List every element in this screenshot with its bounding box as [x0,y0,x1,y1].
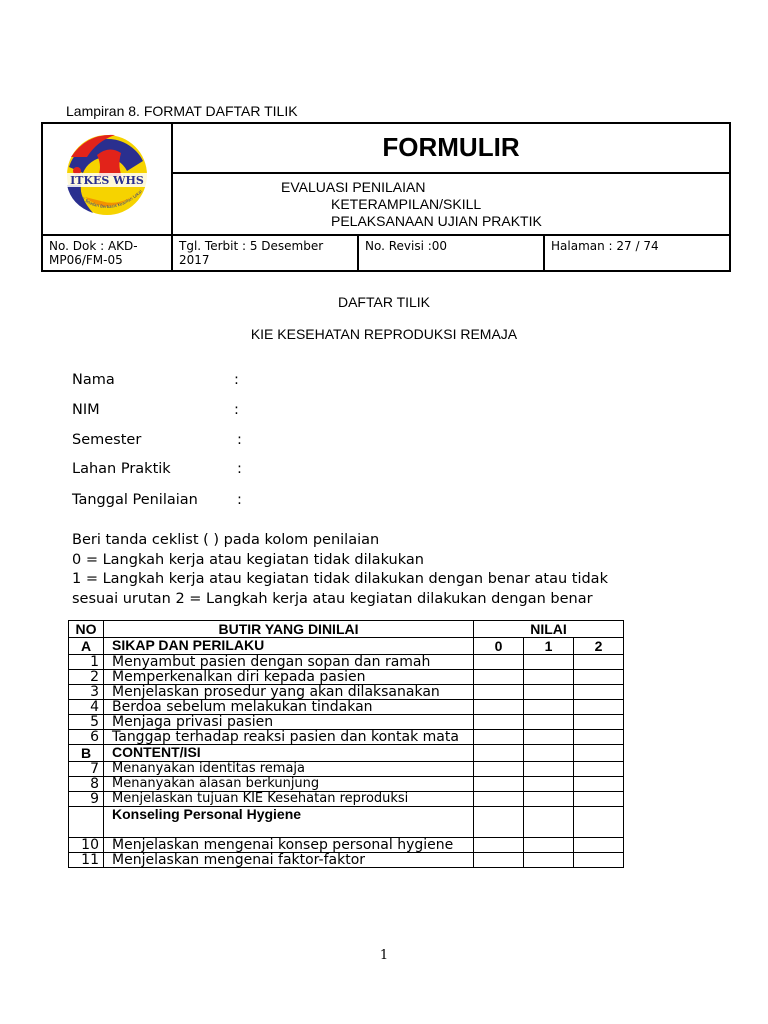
page-info: Halaman : 27 / 74 [544,235,730,271]
score-cell[interactable] [474,762,524,777]
score-cell[interactable] [524,730,574,745]
table-row [69,670,624,685]
instruction-line-3: 1 = Langkah kerja atau kegiatan tidak dilakukan dengan benar atau tidak [72,571,608,588]
issue-date: Tgl. Terbit : 5 Desember 2017 [172,235,358,271]
score-cell[interactable] [474,715,524,730]
field-nim-label: NIM [72,402,100,418]
score-cell[interactable] [524,762,574,777]
section-b-title: CONTENT/ISI [104,745,474,762]
score-1-header: 1 [524,638,574,655]
instruction-line-1: Beri tanda ceklist ( ) pada kolom penilaian [72,532,380,548]
subsection-title: Konseling Personal Hygiene [104,807,474,838]
row-number: 6 [69,730,104,745]
table-row [69,792,624,807]
score-cell[interactable] [574,807,624,838]
score-cell[interactable] [474,792,524,807]
score-cell[interactable] [524,777,574,792]
score-2-header: 2 [574,638,624,655]
score-cell[interactable] [474,685,524,700]
subsection-row [69,807,624,838]
itkes-logo-icon [57,127,157,227]
score-cell[interactable] [574,762,624,777]
row-item-text: Tanggap terhadap reaksi pasien dan kontak mata [104,730,474,745]
table-row [69,853,624,868]
col-score-header: NILAI [474,621,624,638]
score-cell[interactable] [524,670,574,685]
table-row [69,700,624,715]
score-cell[interactable] [574,655,624,670]
section-b-no: B [69,745,104,762]
subtitle-line-1: EVALUASI PENILAIAN [281,179,426,195]
score-cell[interactable] [524,838,574,853]
score-cell[interactable] [524,715,574,730]
revision-number: No. Revisi :00 [358,235,544,271]
subtitle-line-2: KETERAMPILAN/SKILL [331,196,482,212]
field-nim-colon: : [234,402,239,418]
field-semester-label: Semester [72,432,142,448]
field-lahan-colon: : [237,461,242,477]
score-cell[interactable] [524,792,574,807]
score-cell[interactable] [524,807,574,838]
row-item-text: Menjelaskan mengenai konsep personal hygiene [104,838,474,853]
page-number: 1 [379,948,389,963]
score-cell[interactable] [474,838,524,853]
score-cell[interactable] [574,853,624,868]
logo [43,124,171,230]
row-number: 4 [69,700,104,715]
row-number: 1 [69,655,104,670]
row-item-text: Memperkenalkan diri kepada pasien [104,670,474,685]
assessment-table [68,620,624,868]
attachment-title: Lampiran 8. FORMAT DAFTAR TILIK [66,103,298,119]
row-item-text: Menjaga privasi pasien [104,715,474,730]
row-number: 9 [69,792,104,807]
logo-cell [42,123,172,235]
field-semester [72,432,242,448]
doc-number: No. Dok : AKD-MP06/FM-05 [42,235,172,271]
score-cell[interactable] [574,792,624,807]
section-a-no: A [69,638,104,655]
form-subtitle [172,173,730,235]
score-cell[interactable] [524,745,574,762]
row-item-text: Menjelaskan mengenai faktor-faktor [104,853,474,868]
score-cell[interactable] [574,777,624,792]
col-item-header: BUTIR YANG DINILAI [104,621,474,638]
table-row [69,777,624,792]
section-b-row [69,745,624,762]
score-cell[interactable] [524,655,574,670]
row-item-text: Menyambut pasien dengan sopan dan ramah [104,655,474,670]
score-cell[interactable] [474,745,524,762]
row-number: 11 [69,853,104,868]
field-lahan [72,461,242,477]
row-number: 3 [69,685,104,700]
score-cell[interactable] [574,730,624,745]
section-a-row [69,638,624,655]
table-row [69,655,624,670]
field-tanggal-colon: : [237,492,242,508]
score-cell[interactable] [474,853,524,868]
score-cell[interactable] [474,807,524,838]
field-semester-colon: : [237,432,242,448]
score-cell[interactable] [524,685,574,700]
score-cell[interactable] [574,685,624,700]
field-nama [72,372,239,388]
section-a-title: SIKAP DAN PERILAKU [104,638,474,655]
score-cell[interactable] [474,777,524,792]
field-tanggal [72,492,242,508]
score-cell[interactable] [574,715,624,730]
row-number: 7 [69,762,104,777]
form-header [41,122,731,272]
subsection-no [69,807,104,838]
instruction-line-4: sesuai urutan 2 = Langkah kerja atau kegiatan dilakukan dengan benar [72,590,593,607]
table-header-row [69,621,624,638]
score-cell[interactable] [574,670,624,685]
table-row [69,730,624,745]
row-item-text: Menanyakan alasan berkunjung [104,777,474,792]
field-tanggal-label: Tanggal Penilaian [72,492,198,508]
instructions [72,531,608,609]
score-cell[interactable] [574,700,624,715]
score-0-header: 0 [474,638,524,655]
instruction-line-2: 0 = Langkah kerja atau kegiatan tidak dilakukan [72,551,424,568]
score-cell[interactable] [524,853,574,868]
row-number: 2 [69,670,104,685]
row-item-text: Menanyakan identitas remaja [104,762,474,777]
score-cell[interactable] [524,700,574,715]
form-title: FORMULIR [172,123,730,173]
checklist-subheading: KIE KESEHATAN REPRODUKSI REMAJA [250,326,518,342]
table-row [69,838,624,853]
row-item-text: Menjelaskan prosedur yang akan dilaksanakan [104,685,474,700]
score-cell[interactable] [474,700,524,715]
subtitle-line-3: PELAKSANAAN UJIAN PRAKTIK [331,213,542,229]
score-cell[interactable] [474,655,524,670]
checklist-heading: DAFTAR TILIK [337,294,431,310]
logo-tagline: Menjadi Teladan Berbasis Kearifan Lokal [70,188,143,210]
col-no-header: NO [69,621,104,638]
field-nim [72,402,239,418]
field-nama-label: Nama [72,372,115,388]
score-cell[interactable] [474,730,524,745]
table-row [69,762,624,777]
table-row [69,685,624,700]
score-cell[interactable] [574,838,624,853]
table-row [69,715,624,730]
score-cell[interactable] [474,670,524,685]
row-number: 5 [69,715,104,730]
field-nama-colon: : [234,372,239,388]
row-item-text: Berdoa sebelum melakukan tindakan [104,700,474,715]
score-cell[interactable] [574,745,624,762]
row-item-text: Menjelaskan tujuan KIE Kesehatan reproduksi [104,792,474,807]
row-number: 10 [69,838,104,853]
field-lahan-label: Lahan Praktik [72,461,171,477]
logo-text: ITKES WHS [70,174,144,187]
row-number: 8 [69,777,104,792]
